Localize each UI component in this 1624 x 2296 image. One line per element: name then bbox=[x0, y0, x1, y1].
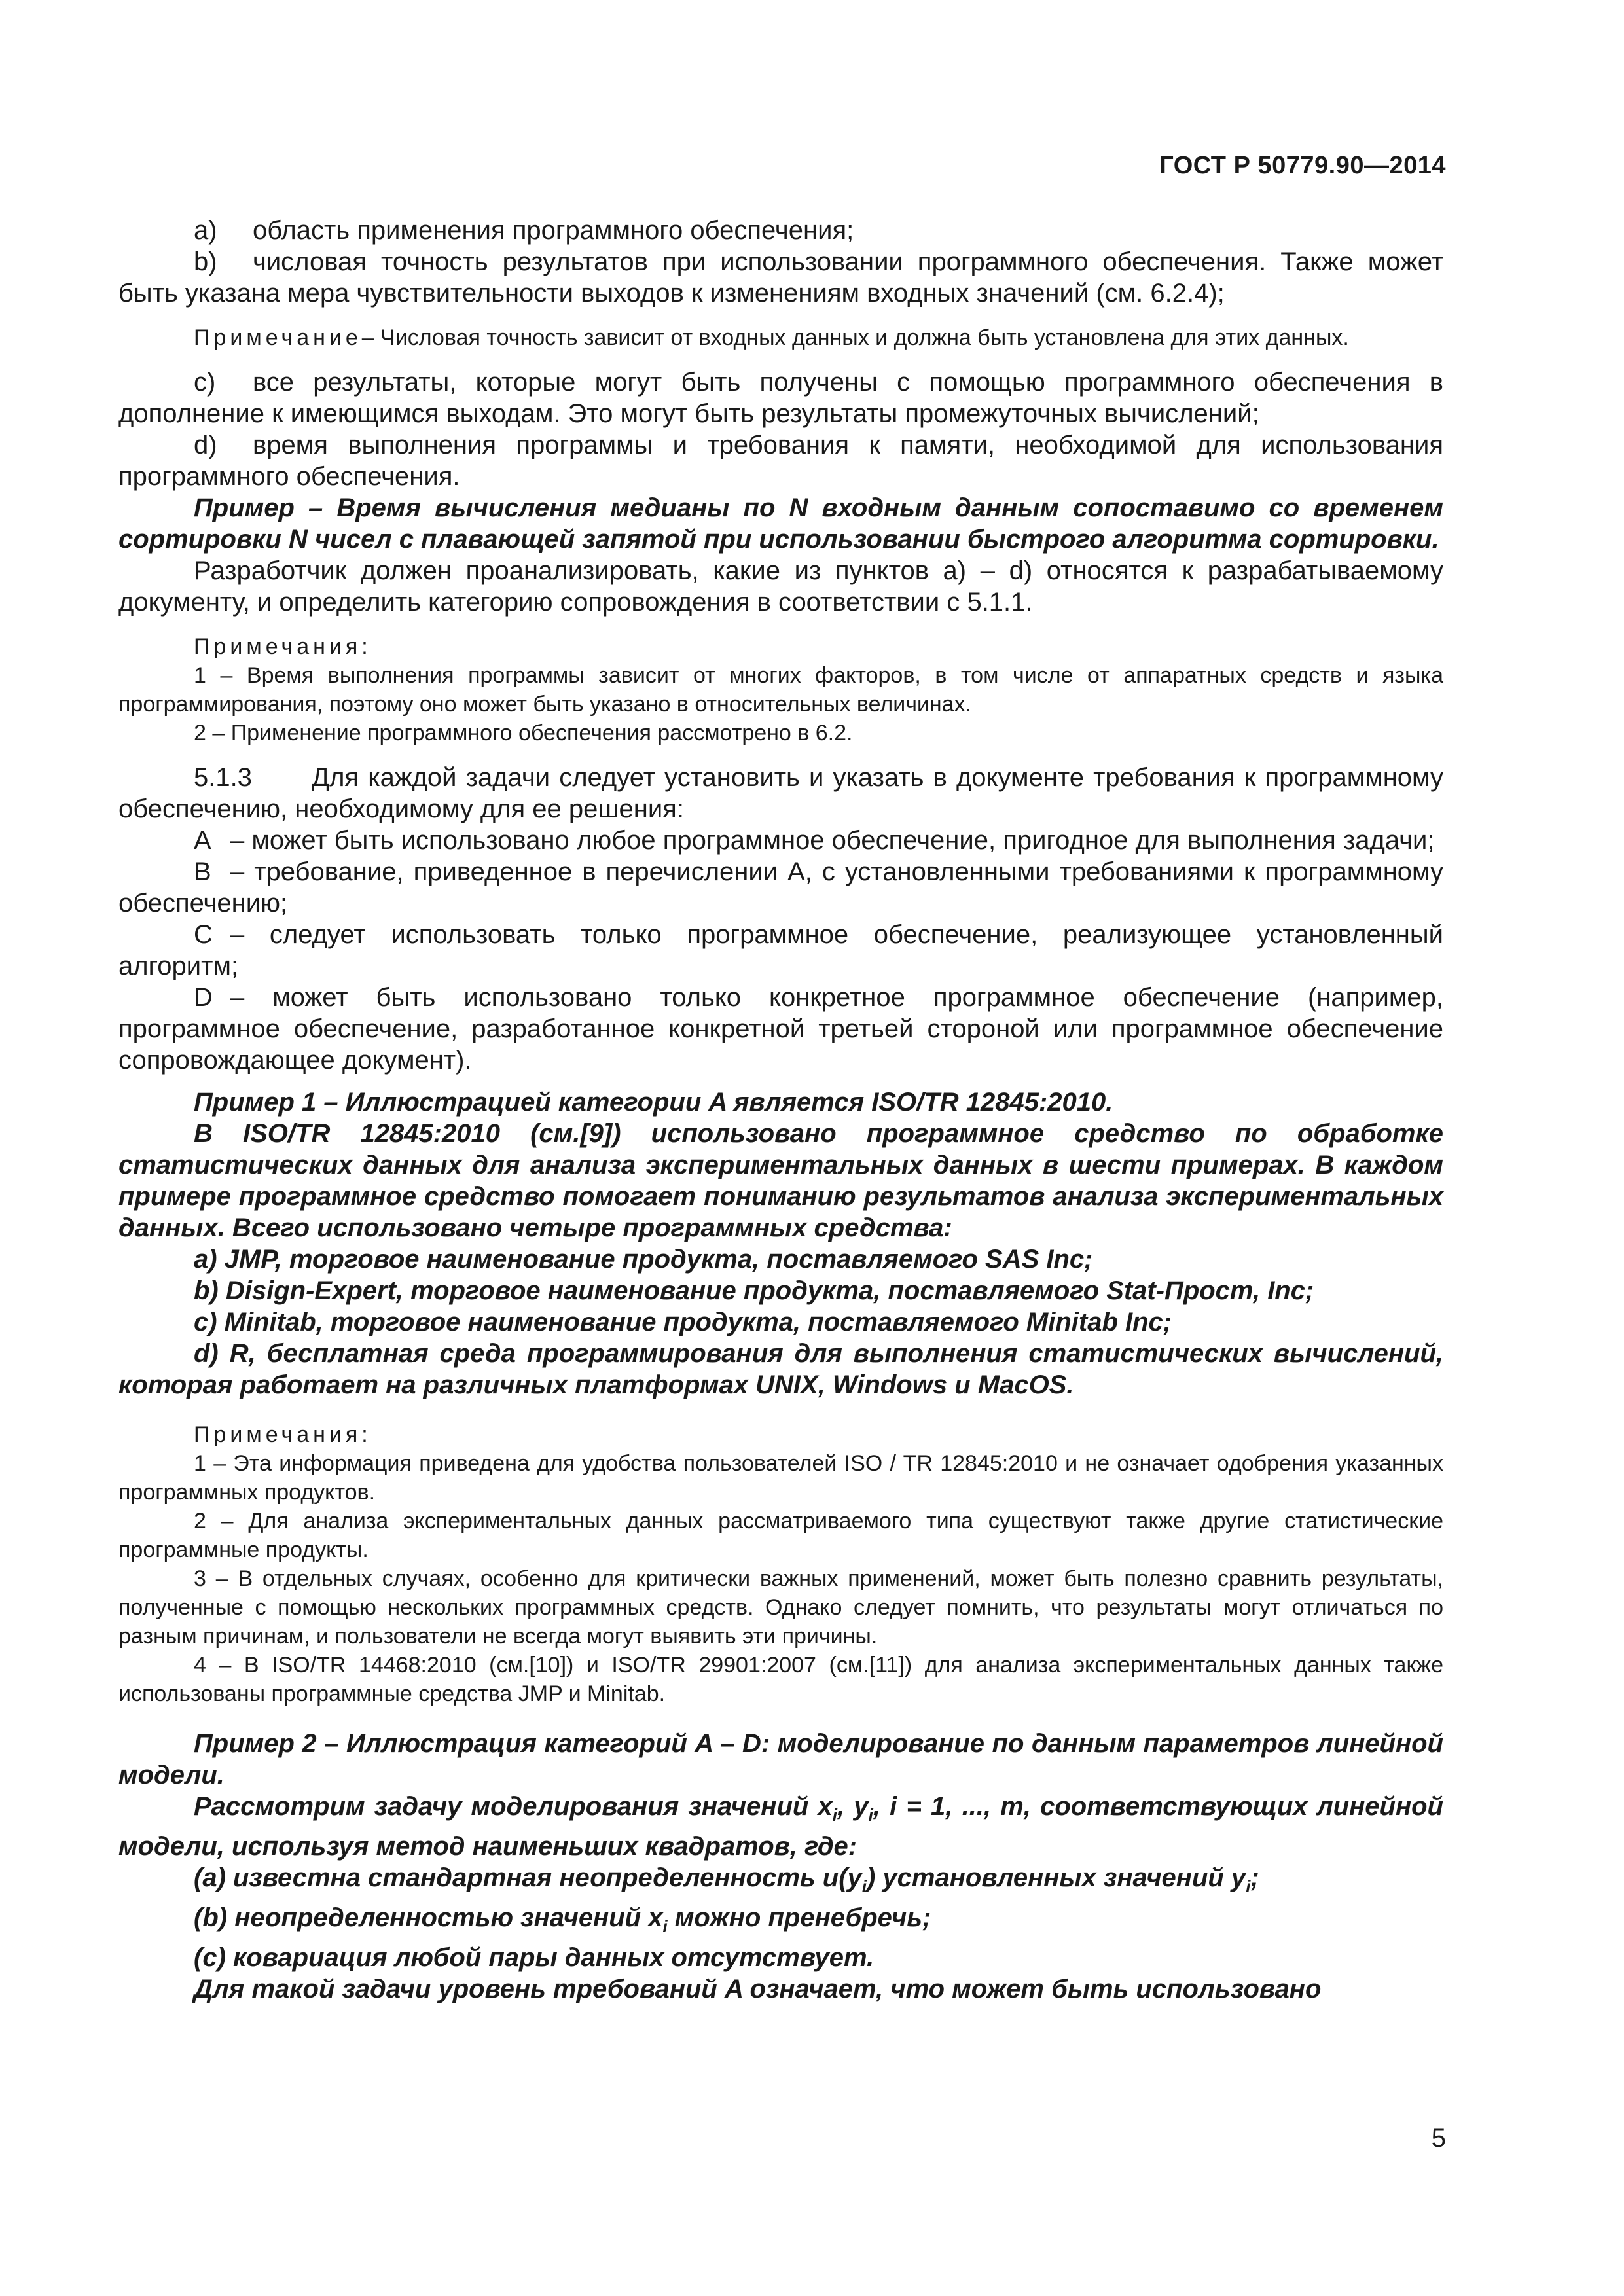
example1-item: a) JMP, торговое наименование продукта, поставляемого SAS Inc; bbox=[194, 1245, 1093, 1274]
text-fragment: можно пренебречь; bbox=[667, 1903, 931, 1932]
list-label: c) bbox=[194, 368, 216, 397]
subscript: i bbox=[861, 1876, 867, 1896]
example1-item: b) Disign-Expert, торговое наименование продукта, поставляемого Stat-Прост, Inc; bbox=[194, 1276, 1314, 1305]
text-fragment: , i = 1, ..., m, соответствующих линейной модели, используя метод наименьших квадратов, где: bbox=[118, 1792, 1443, 1861]
category-b bbox=[118, 856, 1443, 919]
example1-paragraph: В ISO/TR 12845:2010 (см.[9]) использовано программное средство по обработке статистических данных для анализа экспериментальных данных в шести примерах. В каждом примере программное средство помогает пониманию результатов анализа экспериментальных данных. Всего использовано четыре программных средства: bbox=[118, 1119, 1443, 1242]
category-label: A bbox=[194, 826, 211, 855]
category-d bbox=[118, 982, 1443, 1076]
example2-last-line: Для такой задачи уровень требований A означает, что может быть использовано bbox=[194, 1975, 1322, 2003]
note-item: 1 – Время выполнения программы зависит от многих факторов, в том числе от аппаратных средств и языка программирования, поэтому оно может быть указано в относительных величинах. bbox=[118, 663, 1443, 717]
category-text: – может быть использовано только конкретное программное обеспечение (например, программное обеспечение, разработанное конкретной третьей стороной или программное обеспечение сопровождающее документ). bbox=[118, 983, 1443, 1075]
page-content bbox=[118, 215, 1443, 2005]
note-text: – Числовая точность зависит от входных данных и должна быть установлена для этих данных. bbox=[361, 325, 1349, 350]
category-a bbox=[118, 825, 1443, 856]
example1-item: c) Minitab, торговое наименование продукта, поставляемого Minitab Inc; bbox=[194, 1308, 1172, 1336]
text-fragment: (b) неопределенностью значений x bbox=[194, 1903, 663, 1932]
note-label: Примечание bbox=[194, 325, 362, 350]
category-text: – следует использовать только программное обеспечение, реализующее установленный алгоритм; bbox=[118, 920, 1443, 980]
standard-header: ГОСТ Р 50779.90—2014 bbox=[1159, 152, 1446, 179]
text-fragment: ) установленных значений y bbox=[867, 1863, 1246, 1892]
subscript: i bbox=[868, 1805, 873, 1825]
page-number: 5 bbox=[1431, 2124, 1446, 2153]
list-item-b bbox=[118, 246, 1443, 309]
example1-title: Пример 1 – Иллюстрацией категории A является ISO/TR 12845:2010. bbox=[194, 1088, 1113, 1117]
subscript: i bbox=[1246, 1876, 1251, 1896]
list-item-d bbox=[118, 429, 1443, 492]
subscript: i bbox=[832, 1805, 838, 1825]
example2-title: Пример 2 – Иллюстрация категорий A – D: моделирование по данным параметров линейной модели. bbox=[118, 1729, 1443, 1789]
list-item-a bbox=[118, 215, 1443, 246]
list-text: все результаты, которые могут быть получены с помощью программного обеспечения в дополнение к имеющимся выходам. Это могут быть результаты промежуточных вычислений; bbox=[118, 368, 1443, 428]
text-fragment: , y bbox=[837, 1792, 869, 1821]
category-c bbox=[118, 919, 1443, 982]
notes-label: Примечания: bbox=[194, 1422, 372, 1447]
note-item: 4 – В ISO/TR 14468:2010 (см.[10]) и ISO/TR 29901:2007 (см.[11]) для анализа экспериментальных данных также использованы программные средства JMP и Minitab. bbox=[118, 1653, 1443, 1706]
example1-item: d) R, бесплатная среда программирования для выполнения статистических вычислений, которая работает на различных платформах UNIX, Windows и MacOS. bbox=[118, 1339, 1443, 1399]
developer-paragraph: Разработчик должен проанализировать, какие из пунктов a) – d) относятся к разрабатываемому документу, и определить категорию сопровождения в соответствии с 5.1.1. bbox=[118, 556, 1443, 617]
list-label: d) bbox=[194, 431, 217, 459]
text-fragment: (a) известна стандартная неопределенность u(y bbox=[194, 1863, 862, 1892]
note-item: 2 – Для анализа экспериментальных данных рассматриваемого типа существуют также другие статистические программные продукты. bbox=[118, 1509, 1443, 1562]
subscript: i bbox=[662, 1916, 668, 1936]
list-label: a) bbox=[194, 216, 217, 245]
category-text: – может быть использовано любое программное обеспечение, пригодное для выполнения задачи; bbox=[230, 826, 1435, 855]
text-fragment: ; bbox=[1250, 1863, 1259, 1892]
note-item: 3 – В отдельных случаях, особенно для критически важных применений, может быть полезно сравнить результаты, полученные с помощью нескольких программных средств. Однако следует помнить, что результаты могут отличаться по разным причинам, и пользователи не всегда могут выявить эти причины. bbox=[118, 1566, 1443, 1649]
list-label: b) bbox=[194, 247, 217, 276]
example2-condition-b bbox=[118, 1902, 1443, 1942]
notes-label: Примечания: bbox=[194, 634, 372, 659]
example2-intro bbox=[118, 1791, 1443, 1862]
list-text: область применения программного обеспечения; bbox=[253, 216, 854, 245]
category-text: – требование, приведенное в перечислении A, с установленными требованиями к программному обеспечению; bbox=[118, 857, 1443, 918]
example2-condition-c: (c) ковариация любой пары данных отсутствует. bbox=[194, 1943, 875, 1972]
list-text: время выполнения программы и требования к памяти, необходимой для использования программного обеспечения. bbox=[118, 431, 1443, 491]
example2-condition-a bbox=[118, 1862, 1443, 1902]
example-median: Пример – Время вычисления медианы по N входным данным сопоставимо со временем сортировки N чисел с плавающей запятой при использовании быстрого алгоритма сортировки. bbox=[118, 493, 1443, 554]
category-label: B bbox=[194, 857, 211, 886]
list-item-c bbox=[118, 367, 1443, 429]
note-numerical-accuracy bbox=[118, 323, 1443, 352]
note-item: 1 – Эта информация приведена для удобства пользователей ISO / TR 12845:2010 и не означает одобрения указанных программных продуктов. bbox=[118, 1451, 1443, 1505]
clause-text: Для каждой задачи следует установить и указать в документе требования к программному обеспечению, необходимому для ее решения: bbox=[118, 763, 1443, 823]
category-label: D bbox=[194, 983, 213, 1012]
clause-5-1-3 bbox=[118, 762, 1443, 825]
text-fragment: Рассмотрим задачу моделирования значений x bbox=[194, 1792, 833, 1821]
clause-number: 5.1.3 bbox=[194, 763, 252, 792]
note-item: 2 – Применение программного обеспечения рассмотрено в 6.2. bbox=[194, 721, 853, 745]
category-label: C bbox=[194, 920, 213, 949]
list-text: числовая точность результатов при использовании программного обеспечения. Также может быть указана мера чувствительности выходов к изменениям входных значений (см. 6.2.4); bbox=[118, 247, 1443, 308]
